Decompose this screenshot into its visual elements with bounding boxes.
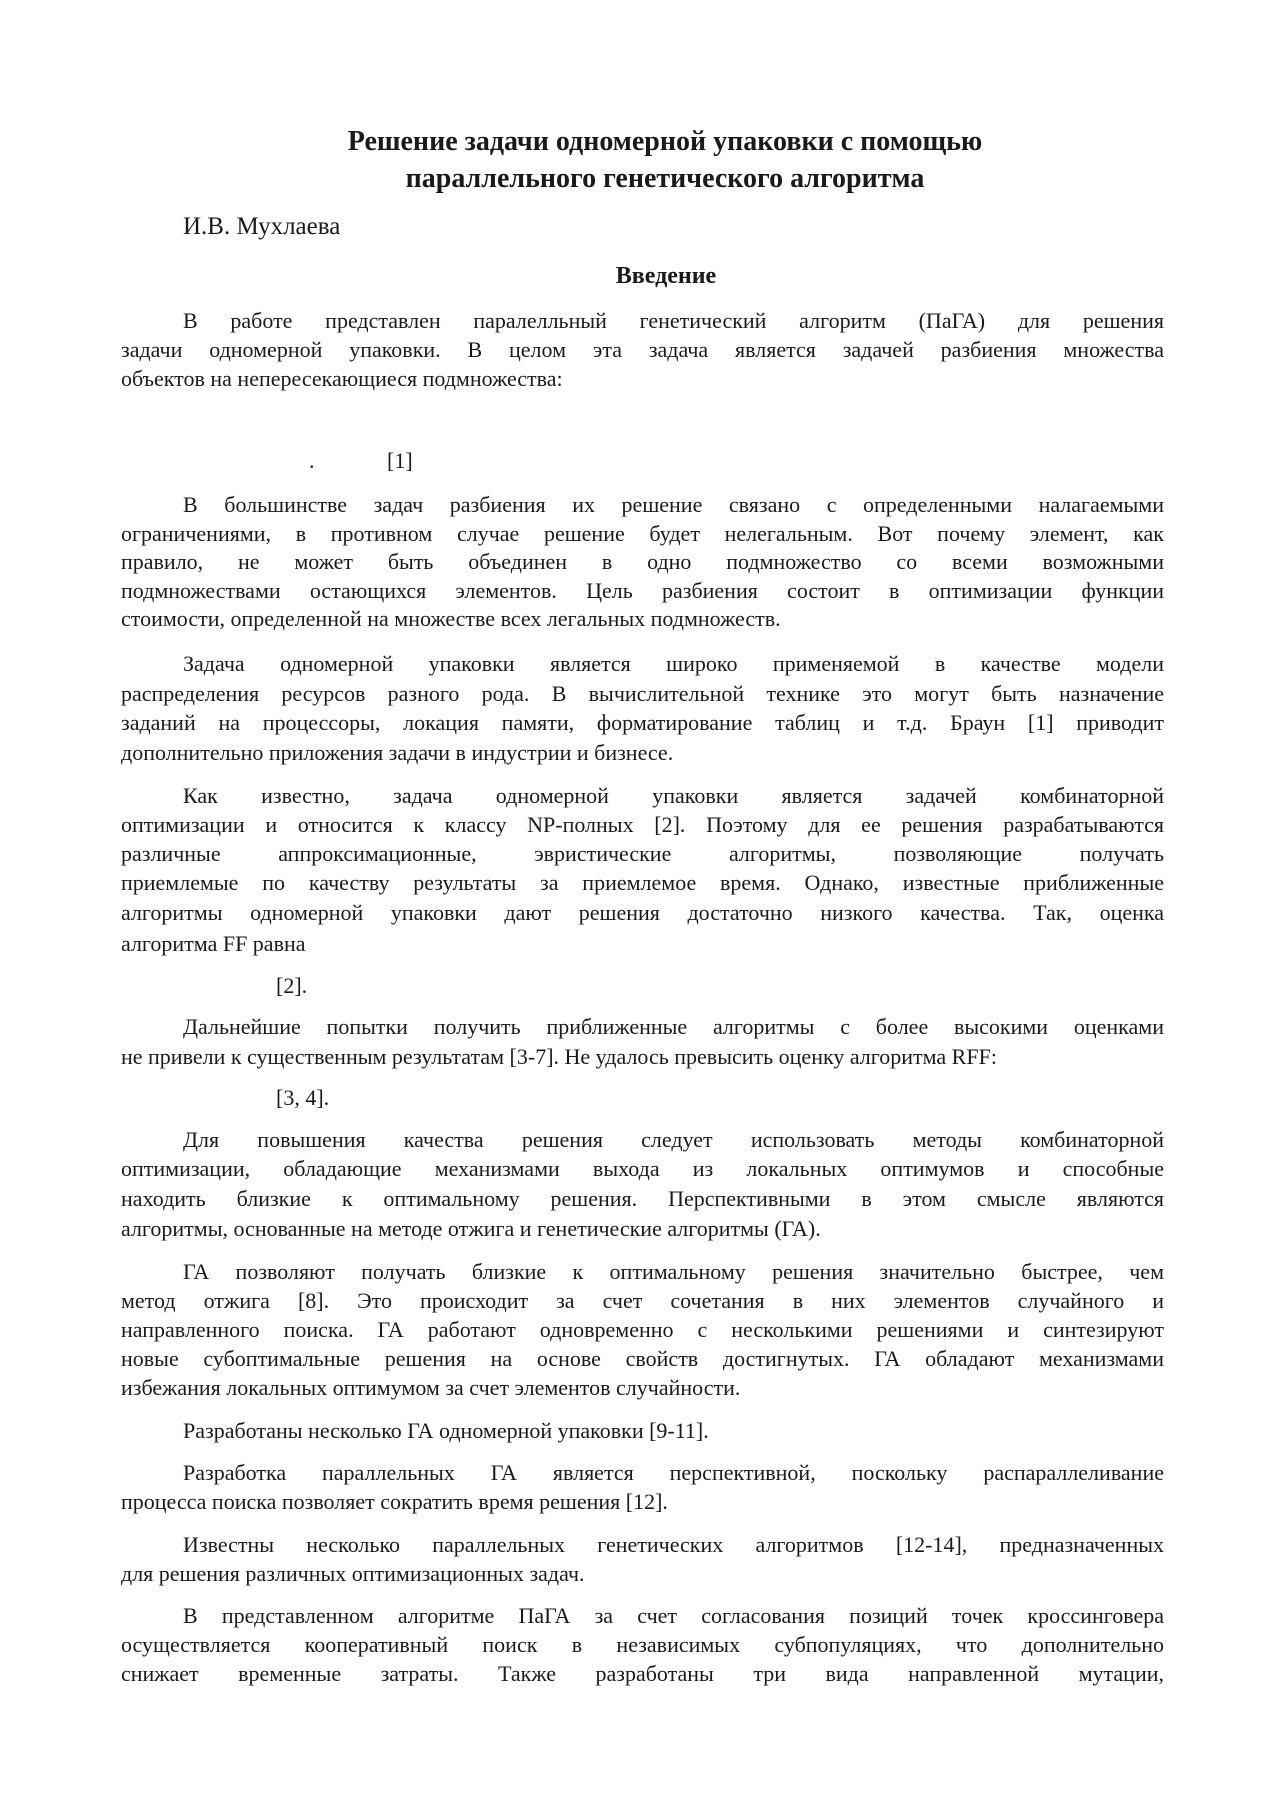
section-heading: Введение (615, 263, 717, 289)
paragraph-5-line: не привели к существенным результатам [3-7]. Не удалось превысить оценку алгоритма RFF: (121, 1044, 997, 1069)
formula-3-ref: [3, 4]. (276, 1085, 330, 1110)
formula-2-ref: [2]. (276, 973, 308, 998)
paragraph-8-line: Разработаны несколько ГА одномерной упаковки [9-11]. (183, 1418, 709, 1443)
paragraph-2-line: правило, не может быть объединен в одно подмножество со всеми возможными (121, 549, 1164, 574)
formula-1-dot: . (309, 448, 315, 473)
paragraph-4-line: алгоритма FF равна (121, 931, 306, 956)
paragraph-9-line: процесса поиска позволяет сократить время решения [12]. (121, 1489, 668, 1514)
paragraph-5-line: Дальнейшие попытки получить приближенные алгоритмы с более высокими оценками (183, 1014, 1164, 1039)
paragraph-7-line: метод отжига [8]. Это происходит за счет сочетания в них элементов случайного и (121, 1288, 1164, 1313)
paragraph-3-line: заданий на процессоры, локация памяти, форматирование таблиц и т.д. Браун [1] приводит (121, 710, 1164, 735)
paragraph-4-line: приемлемые по качеству результаты за приемлемое время. Однако, известные приближенные (121, 870, 1164, 895)
paragraph-2-line: стоимости, определенной на множестве всех легальных подмножеств. (121, 606, 781, 631)
paragraph-7-line: новые субоптимальные решения на основе свойств достигнутых. ГА обладают механизмами (121, 1346, 1164, 1371)
paragraph-6-line: алгоритмы, основанные на методе отжига и генетические алгоритмы (ГА). (121, 1216, 821, 1241)
paragraph-11-line: снижает временные затраты. Также разработаны три вида направленной мутации, (121, 1661, 1164, 1686)
author: И.В. Мухлаева (183, 213, 341, 240)
paragraph-6-line: оптимизации, обладающие механизмами выхода из локальных оптимумов и способные (121, 1156, 1164, 1181)
paragraph-6-line: Для повышения качества решения следует использовать методы комбинаторной (183, 1127, 1164, 1152)
paragraph-4-line: алгоритмы одномерной упаковки дают решения достаточно низкого качества. Так, оценка (121, 900, 1164, 925)
paragraph-2-line: ограничениями, в противном случае решение будет нелегальным. Вот почему элемент, как (121, 521, 1164, 546)
paragraph-10-line: Известны несколько параллельных генетических алгоритмов [12-14], предназначенных (183, 1532, 1164, 1557)
paragraph-11-line: осуществляется кооперативный поиск в независимых субпопуляциях, что дополнительно (121, 1632, 1164, 1657)
paragraph-2-line: подмножествами остающихся элементов. Цель разбиения состоит в оптимизации функции (121, 578, 1164, 603)
paragraph-7-line: ГА позволяют получать близкие к оптимальному решения значительно быстрее, чем (183, 1259, 1164, 1284)
paragraph-6-line: находить близкие к оптимальному решения. Перспективными в этом смысле являются (121, 1186, 1164, 1211)
title-line-1: Решение задачи одномерной упаковки с помощью (347, 126, 983, 157)
title-line-2: параллельного генетического алгоритма (405, 163, 925, 194)
paragraph-3-line: Задача одномерной упаковки является широко применяемой в качестве модели (183, 651, 1164, 676)
paragraph-3-line: распределения ресурсов разного рода. В вычислительной технике это могут быть назначение (121, 681, 1164, 706)
paragraph-4-line: различные аппроксимационные, эвристические алгоритмы, позволяющие получать (121, 841, 1164, 866)
paragraph-7-line: направленного поиска. ГА работают одновременно с несколькими решениями и синтезируют (121, 1317, 1164, 1342)
paragraph-2-line: В большинстве задач разбиения их решение связано с определенными налагаемыми (183, 492, 1164, 517)
paragraph-4-line: Как известно, задача одномерной упаковки является задачей комбинаторной (183, 783, 1164, 808)
paragraph-9-line: Разработка параллельных ГА является перспективной, поскольку распараллеливание (183, 1460, 1164, 1485)
paragraph-1-line: задачи одномерной упаковки. В целом эта задача является задачей разбиения множества (121, 337, 1164, 362)
paragraph-11-line: В представленном алгоритме ПаГА за счет согласования позиций точек кроссинговера (183, 1603, 1164, 1628)
paragraph-7-line: избежания локальных оптимумом за счет элементов случайности. (121, 1375, 741, 1400)
paragraph-1-line: объектов на непересекающиеся подмножества: (121, 366, 563, 391)
paragraph-10-line: для решения различных оптимизационных задач. (121, 1561, 585, 1586)
paragraph-3-line: дополнительно приложения задачи в индустрии и бизнесе. (121, 740, 674, 765)
paragraph-4-line: оптимизации и относится к классу NP-полных [2]. Поэтому для ее решения разрабатываются (121, 812, 1164, 837)
formula-1-ref: [1] (387, 448, 413, 473)
paragraph-1-line: В работе представлен паралелльный генетический алгоритм (ПаГА) для решения (183, 308, 1164, 333)
